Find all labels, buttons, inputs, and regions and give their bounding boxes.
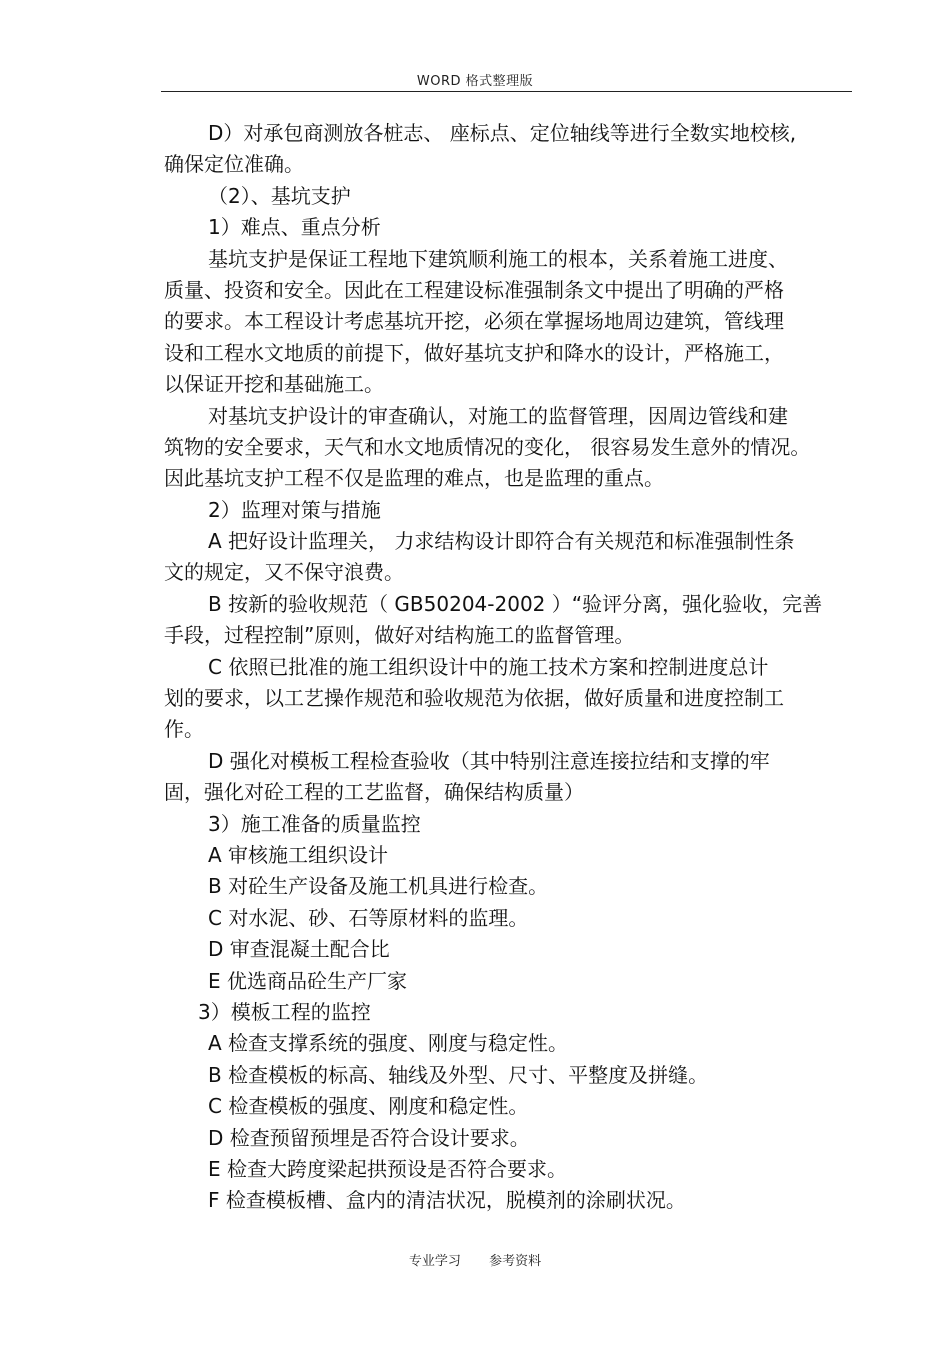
text-line: 文的规定，又不保守浪费。 <box>164 560 404 585</box>
text-line: 手段，过程控制”原则，做好对结构施工的监督管理。 <box>164 623 635 648</box>
text-line: 设和工程水文地质的前提下，做好基坑支护和降水的设计，严格施工， <box>164 340 784 365</box>
text-line: 的要求。本工程设计考虑基坑开挖，必须在掌握场地周边建筑，管线理 <box>164 309 784 334</box>
text-line: 基坑支护是保证工程地下建筑顺利施工的根本，关系着施工进度、 <box>208 246 788 271</box>
header-rule <box>161 91 852 92</box>
text-line: E 检查大跨度梁起拱预设是否符合要求。 <box>208 1156 567 1181</box>
page-footer <box>0 1250 950 1269</box>
text-line: A 检查支撑系统的强度、刚度与稳定性。 <box>208 1031 569 1056</box>
text-line: 质量、投资和安全。因此在工程建设标准强制条文中提出了明确的严格 <box>164 277 784 302</box>
footer-left: 专业学习 <box>408 1254 461 1269</box>
text-line: 1）难点、重点分析 <box>208 215 381 240</box>
text-line: D）对承包商测放各桩志、 座标点、定位轴线等进行全数实地校核, <box>208 121 797 145</box>
text-line: 对基坑支护设计的审查确认，对施工的监督管理，因周边管线和建 <box>208 403 788 428</box>
text-line: F 检查模板槽、盒内的清洁状况，脱模剂的涂刷状况。 <box>208 1188 686 1213</box>
text-line: 作。 <box>164 717 204 742</box>
text-line: D 检查预留预埋是否符合设计要求。 <box>208 1125 530 1150</box>
text-line: 3）模板工程的监控 <box>198 999 371 1024</box>
text-line: A 审核施工组织设计 <box>208 842 389 867</box>
text-line: 筑物的安全要求，天气和水文地质情况的变化， 很容易发生意外的情况。 <box>164 434 811 459</box>
text-line: 划的要求，以工艺操作规范和验收规范为依据，做好质量和进度控制工 <box>164 686 784 711</box>
text-line: B 按新的验收规范（ GB50204-2002 ）“验评分离，强化验收，完善 <box>208 591 823 616</box>
text-line: D 强化对模板工程检查验收（其中特别注意连接拉结和支撑的牢 <box>208 748 770 773</box>
text-line: 因此基坑支护工程不仅是监理的难点，也是监理的重点。 <box>164 466 664 491</box>
text-line: B 对砼生产设备及施工机具进行检查。 <box>208 874 549 899</box>
text-line: D 审查混凝土配合比 <box>208 937 390 962</box>
text-line: A 把好设计监理关， 力求结构设计即符合有关规范和标准强制性条 <box>208 529 795 554</box>
document-body <box>164 118 854 1217</box>
text-line: C 依照已批准的施工组织设计中的施工技术方案和控制进度总计 <box>208 654 769 679</box>
text-line: C 对水泥、砂、石等原材料的监理。 <box>208 905 529 930</box>
text-line: 固，强化对砼工程的工艺监督，确保结构质量） <box>164 780 584 805</box>
text-line: 3）施工准备的质量监控 <box>208 811 421 836</box>
text-line: C 检查模板的强度、刚度和稳定性。 <box>208 1094 529 1119</box>
text-line: B 检查模板的标高、轴线及外型、尺寸、平整度及拼缝。 <box>208 1062 709 1087</box>
text-line: E 优选商品砼生产厂家 <box>208 968 407 993</box>
text-line: 确保定位准确。 <box>164 152 304 177</box>
page-header: WORD 格式整理版 <box>416 74 534 89</box>
text-line: 以保证开挖和基础施工。 <box>164 372 384 397</box>
text-line: （2）、基坑支护 <box>208 183 351 208</box>
footer-right: 参考资料 <box>489 1254 542 1269</box>
text-line: 2）监理对策与措施 <box>208 497 381 522</box>
